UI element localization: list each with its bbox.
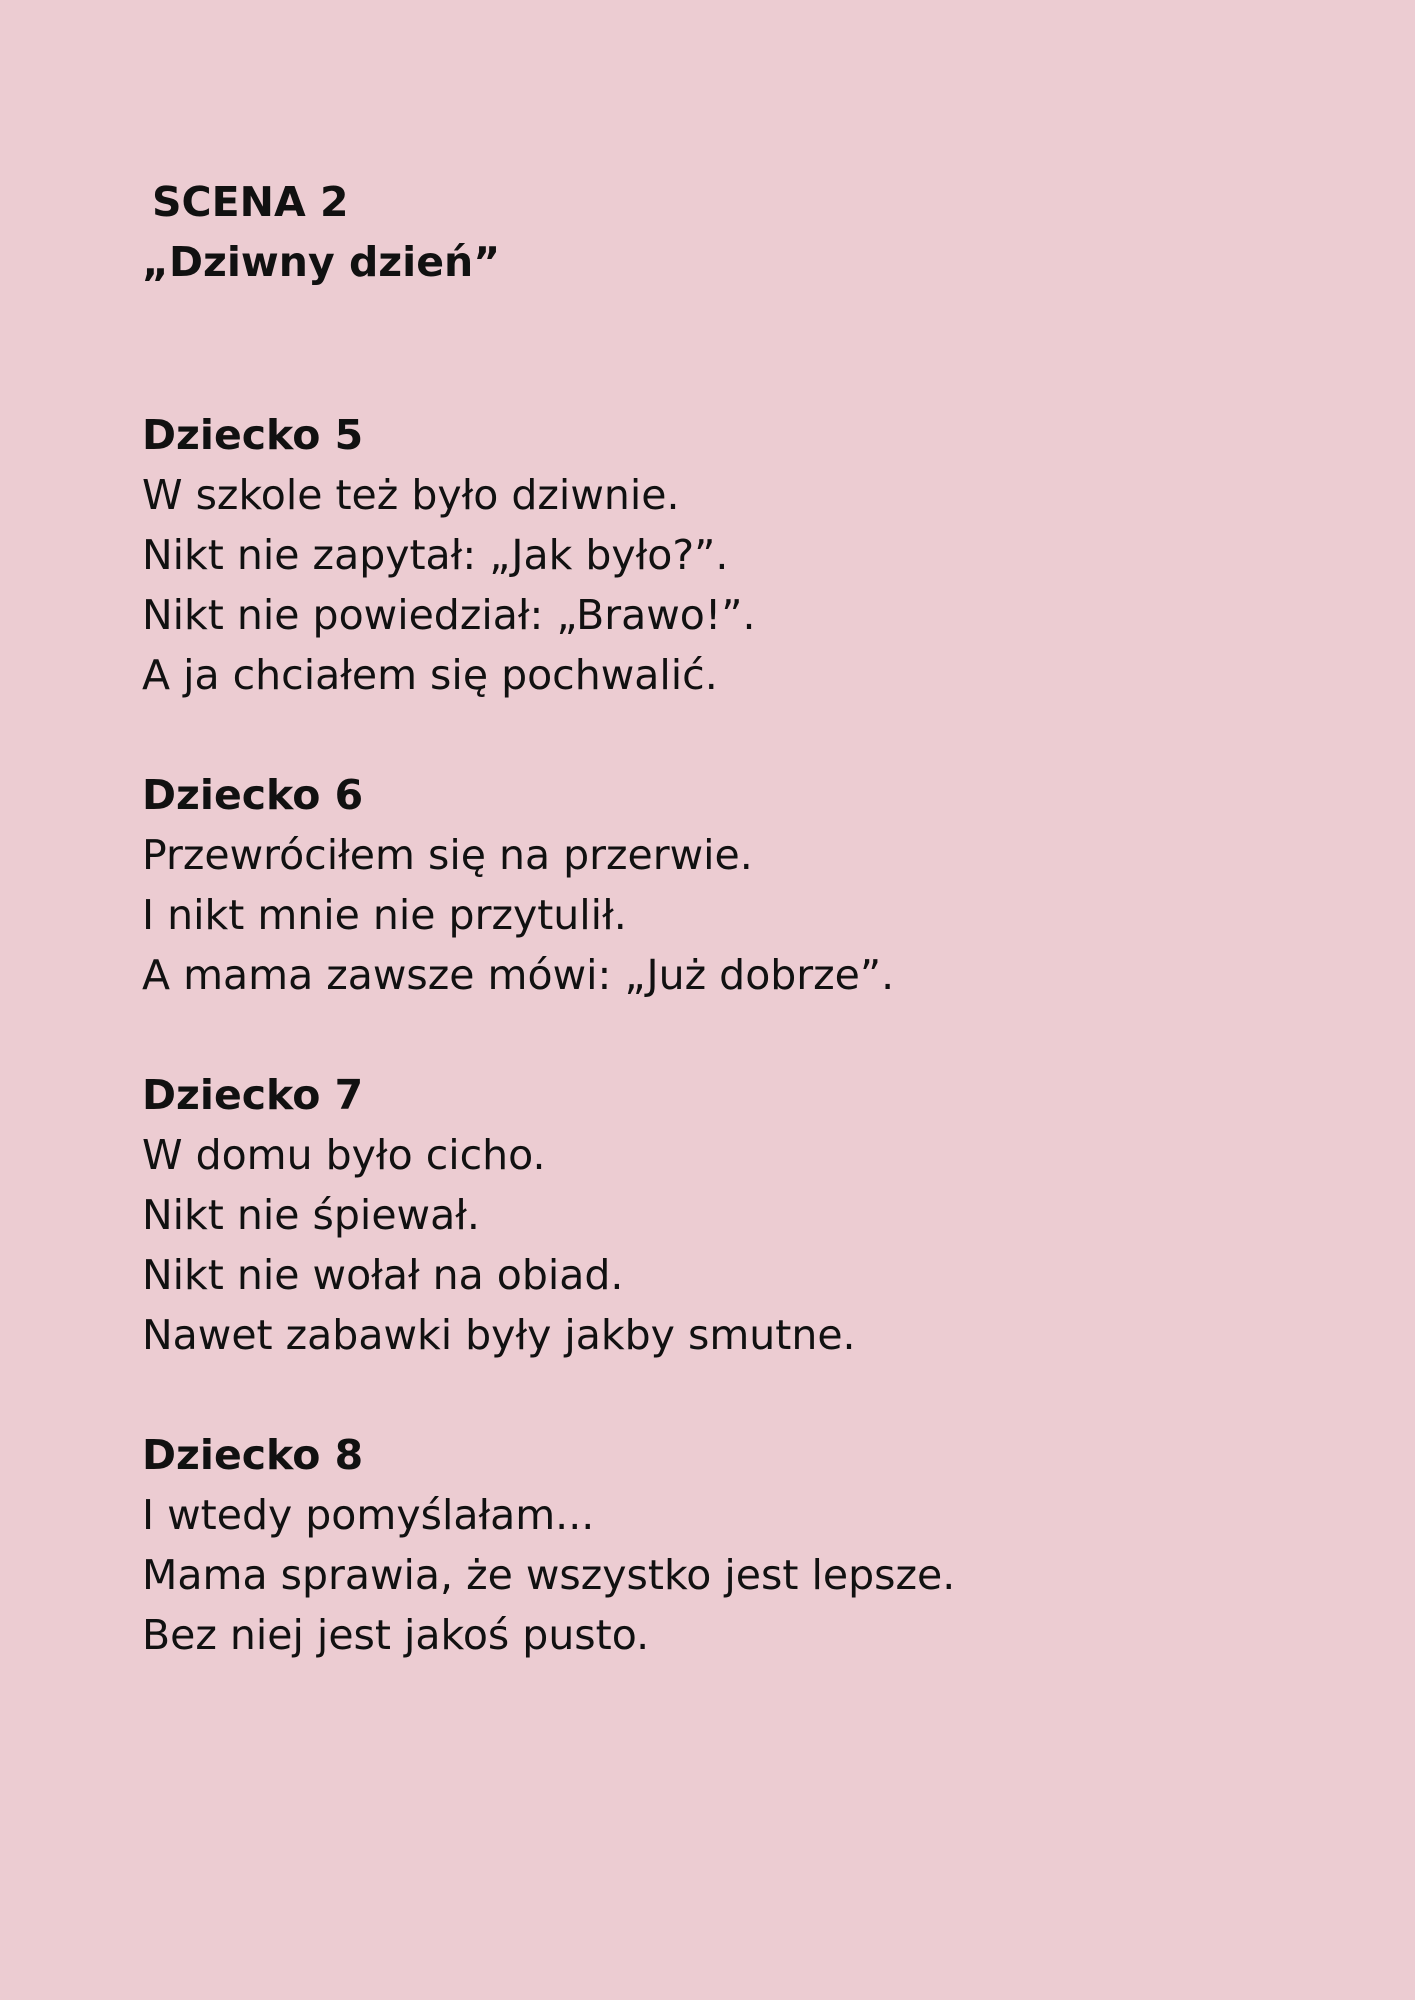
dialogue-line: Mama sprawia, że wszystko jest lepsze. bbox=[142, 1551, 956, 1599]
dialogue-blocks bbox=[142, 405, 1242, 1665]
dialogue-line: Nikt nie powiedział: „Brawo!”. bbox=[142, 591, 756, 639]
dialogue-line: W domu było cicho. bbox=[142, 1131, 546, 1179]
dialogue-line: Bez niej jest jakoś pusto. bbox=[142, 1611, 650, 1659]
dialogue-line: A mama zawsze mówi: „Już dobrze”. bbox=[142, 951, 895, 999]
scene-title: SCENA 2 bbox=[152, 178, 349, 226]
dialogue-line: Nikt nie śpiewał. bbox=[142, 1191, 480, 1239]
dialogue-block-dziecko-5 bbox=[142, 405, 1242, 705]
dialogue-line: Przewróciłem się na przerwie. bbox=[142, 831, 753, 879]
scene-subtitle: „Dziwny dzień” bbox=[142, 238, 501, 286]
dialogue-line: Nawet zabawki były jakby smutne. bbox=[142, 1311, 856, 1359]
speaker-name: Dziecko 8 bbox=[142, 1431, 364, 1479]
dialogue-line: Nikt nie wołał na obiad. bbox=[142, 1251, 624, 1299]
dialogue-line: A ja chciałem się pochwalić. bbox=[142, 651, 718, 699]
dialogue-line: Nikt nie zapytał: „Jak było?”. bbox=[142, 531, 729, 579]
dialogue-line: I wtedy pomyślałam... bbox=[142, 1491, 595, 1539]
speaker-name: Dziecko 6 bbox=[142, 771, 364, 819]
dialogue-block-dziecko-6 bbox=[142, 765, 1242, 1005]
speaker-name: Dziecko 7 bbox=[142, 1071, 364, 1119]
dialogue-block-dziecko-7 bbox=[142, 1065, 1242, 1365]
speaker-name: Dziecko 5 bbox=[142, 411, 364, 459]
dialogue-line: W szkole też było dziwnie. bbox=[142, 471, 680, 519]
dialogue-block-dziecko-8 bbox=[142, 1425, 1242, 1665]
dialogue-line: I nikt mnie nie przytulił. bbox=[142, 891, 627, 939]
script-page bbox=[142, 172, 1242, 1725]
